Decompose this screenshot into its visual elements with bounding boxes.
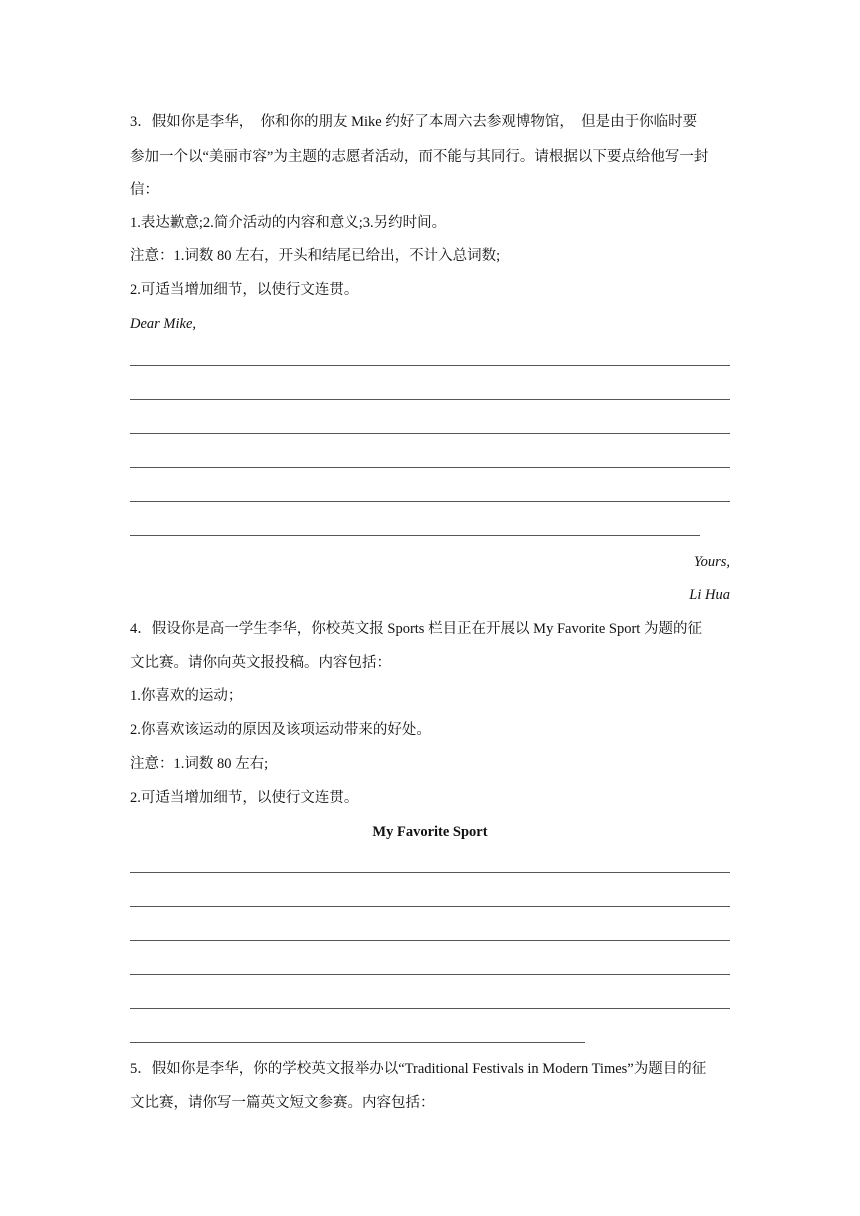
q4-writing-line[interactable] — [130, 872, 730, 873]
q5-prompt-line2: 文比赛，请你写一篇英文短文参赛。内容包括： — [130, 1095, 435, 1111]
q3-writing-line[interactable] — [130, 467, 730, 468]
q4-writing-line[interactable] — [130, 974, 730, 975]
q4-writing-line[interactable] — [130, 1042, 585, 1043]
q3-writing-line[interactable] — [130, 365, 730, 366]
q3-prompt-line3: 信： — [130, 182, 159, 198]
q4-prompt-line1: 4．假设你是高一学生李华，你校英文报 Sports 栏目正在开展以 My Favorite Sport 为题的征 — [130, 621, 702, 637]
q3-greeting: Dear Mike, — [130, 316, 197, 332]
q3-writing-line[interactable] — [130, 399, 730, 400]
q5-prompt-line1: 5．假如你是李华，你的学校英文报举办以“Traditional Festivals in Modern Times”为题目的征 — [130, 1061, 707, 1077]
q3-prompt-line1: 3．假如你是李华， 你和你的朋友 Mike 约好了本周六去参观博物馆， 但是由于你临时要 — [130, 114, 698, 130]
q3-points: 1.表达歉意;2.简介活动的内容和意义;3.另约时间。 — [130, 215, 447, 231]
q4-title: My Favorite Sport — [372, 824, 488, 840]
q4-writing-line[interactable] — [130, 1008, 730, 1009]
q3-writing-line[interactable] — [130, 535, 700, 536]
q4-point1: 1.你喜欢的运动； — [130, 688, 243, 704]
q3-writing-line[interactable] — [130, 501, 730, 502]
q4-prompt-line2: 文比赛。请你向英文报投稿。内容包括： — [130, 655, 391, 671]
q3-prompt-line2: 参加一个以“美丽市容”为主题的志愿者活动，而不能与其同行。请根据以下要点给他写一封 — [130, 149, 709, 165]
q4-writing-line[interactable] — [130, 940, 730, 941]
q4-note2: 2.可适当增加细节，以使行文连贯。 — [130, 790, 359, 806]
q4-point2: 2.你喜欢该运动的原因及该项运动带来的好处。 — [130, 722, 431, 738]
q4-writing-line[interactable] — [130, 906, 730, 907]
q4-note1: 注意：1.词数 80 左右; — [130, 756, 269, 772]
q3-writing-line[interactable] — [130, 433, 730, 434]
q3-signature: Li Hua — [689, 587, 730, 603]
q3-note1: 注意：1.词数 80 左右，开头和结尾已给出，不计入总词数; — [130, 248, 501, 264]
q3-closing: Yours, — [693, 554, 730, 570]
q3-note2: 2.可适当增加细节，以使行文连贯。 — [130, 282, 359, 298]
